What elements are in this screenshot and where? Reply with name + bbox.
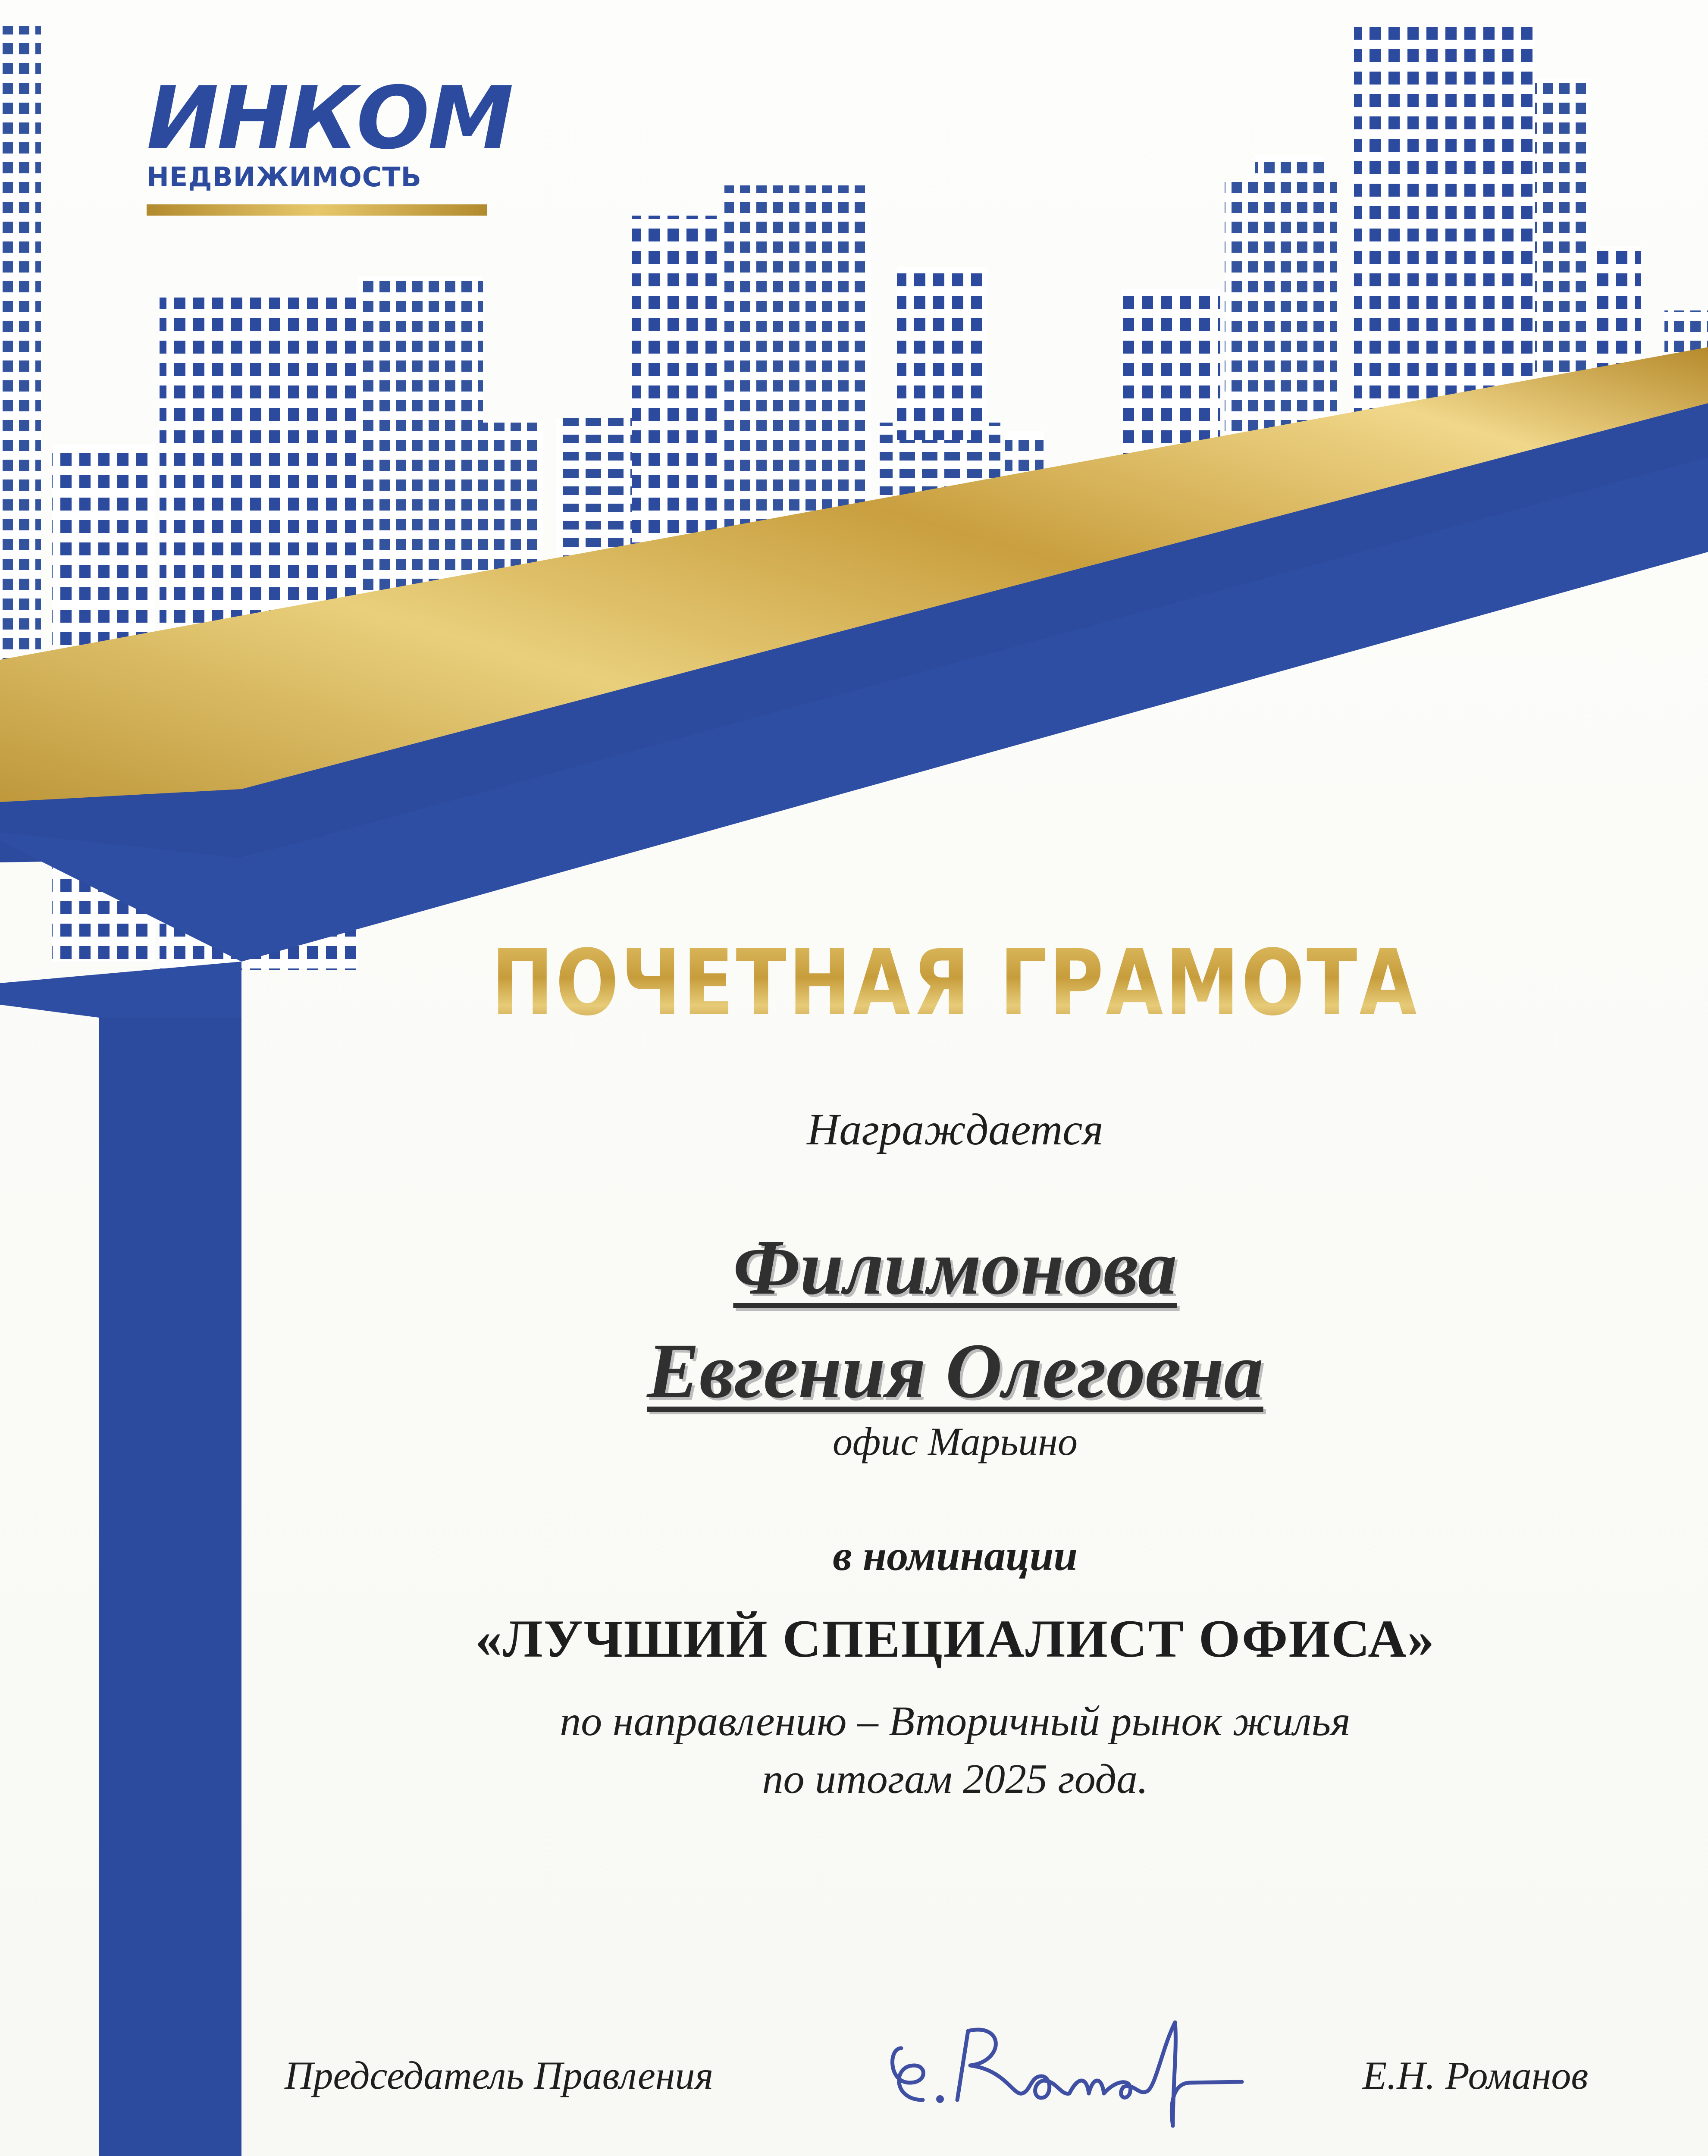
certificate-title: ПОЧЕТНАЯ ГРАМОТА xyxy=(420,927,1491,1039)
logo-subtitle: НЕДВИЖИМОСТЬ xyxy=(147,161,422,193)
signatory-name: Е.Н. Романов xyxy=(1363,2053,1589,2097)
signatory-role: Председатель Правления xyxy=(285,2053,714,2097)
logo-wordmark: ИНКОМ xyxy=(147,68,512,169)
recipient-surname: Филимонова xyxy=(733,1224,1177,1311)
recipient-given-names: Евгения Олеговна xyxy=(647,1328,1263,1414)
nomination-direction: по направлению – Вторичный рынок жилья xyxy=(560,1698,1351,1745)
nomination-lead: в номинации xyxy=(833,1532,1078,1579)
company-logo xyxy=(147,68,512,216)
logo-gold-bar xyxy=(147,204,487,216)
awarded-label: Награждается xyxy=(807,1105,1103,1154)
award-period: по итогам 2025 года. xyxy=(762,1756,1148,1802)
building xyxy=(897,267,987,440)
recipient-office: офис Марьино xyxy=(833,1420,1078,1463)
nomination-title: «ЛУЧШИЙ СПЕЦИАЛИСТ ОФИСА» xyxy=(475,1609,1435,1668)
building xyxy=(0,26,41,673)
handwritten-signature xyxy=(875,1984,1263,2156)
blue-column-shade xyxy=(99,1018,241,2156)
building xyxy=(1255,155,1324,198)
